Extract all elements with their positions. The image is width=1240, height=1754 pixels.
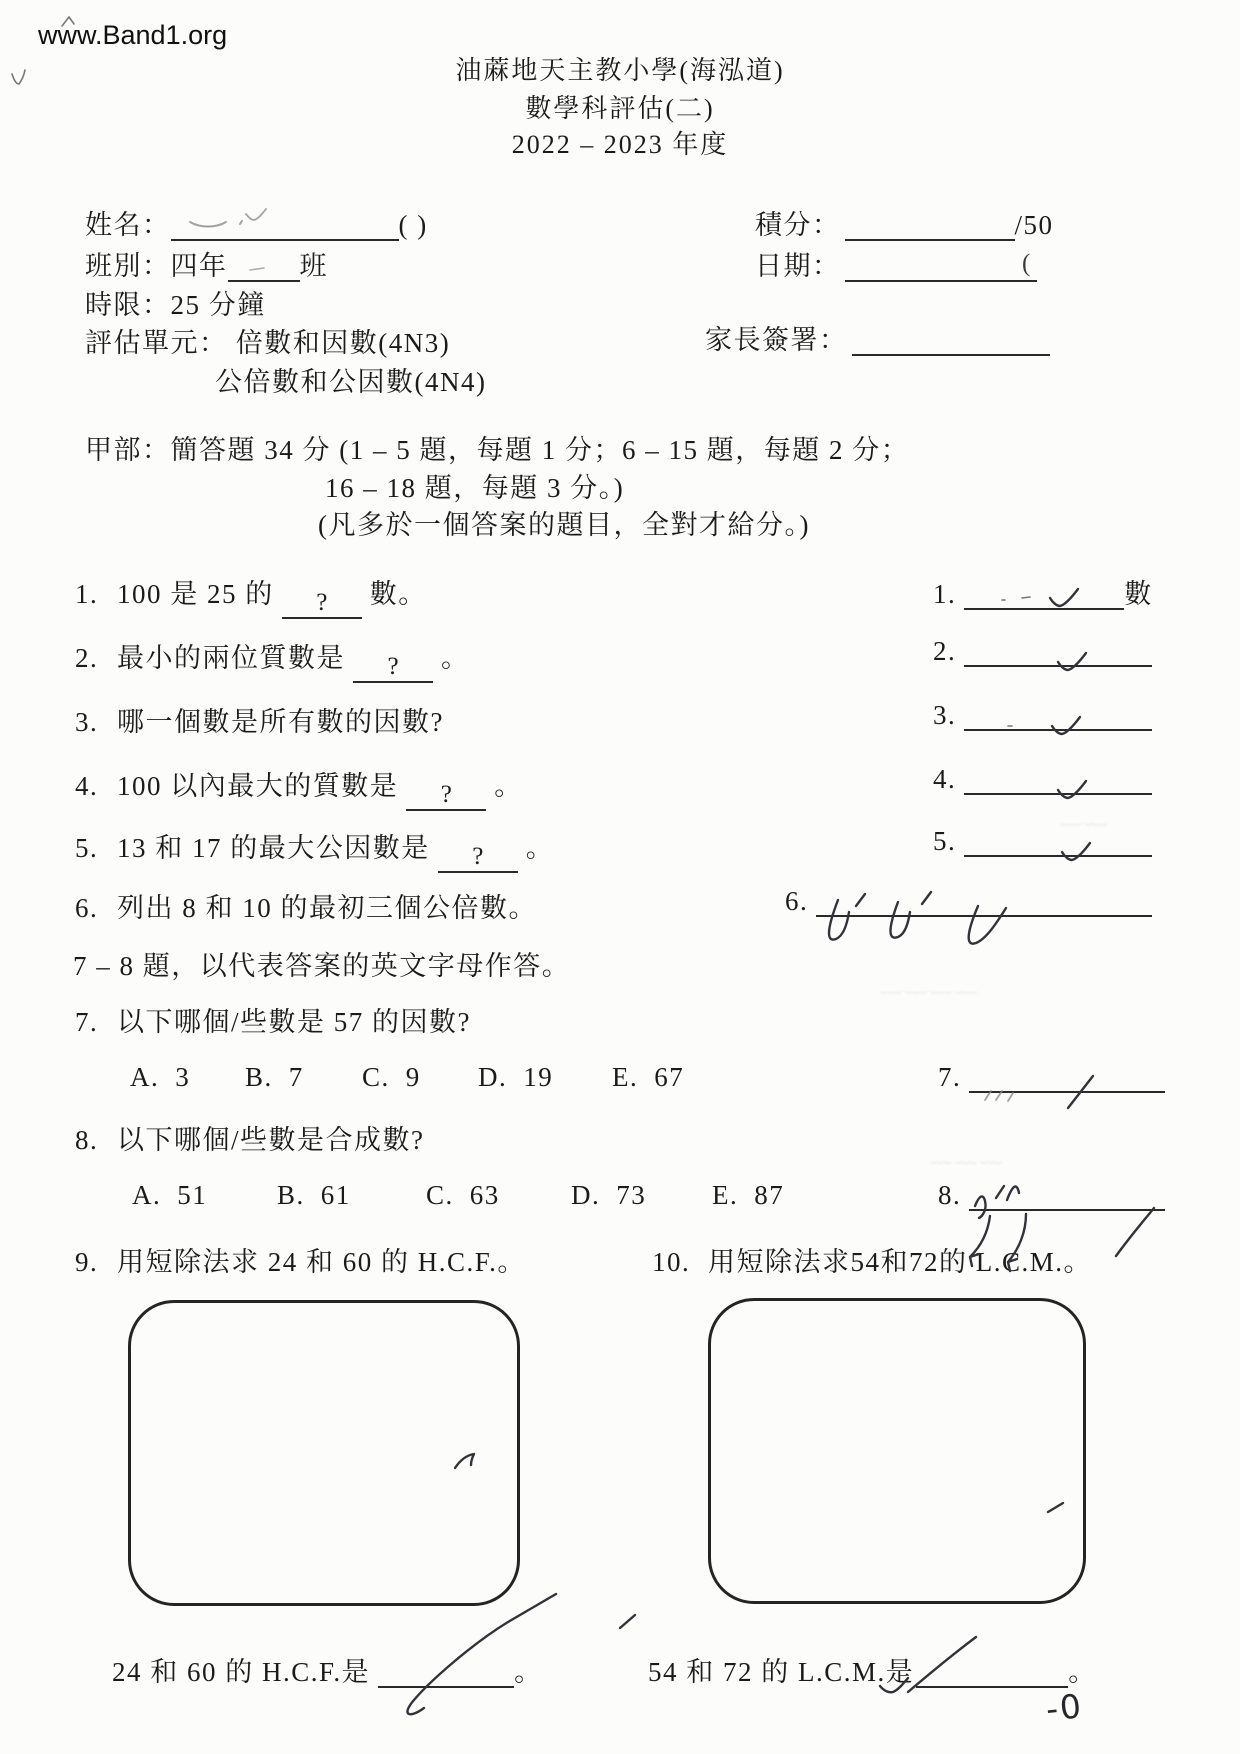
q7-option-a-label: A.	[130, 1062, 160, 1092]
answer-blank-3	[933, 700, 1152, 731]
q7-option-d-value: 19	[523, 1062, 554, 1092]
q8-option-c-value: 63	[469, 1180, 500, 1210]
unit-row	[85, 321, 450, 360]
answer-7-line	[969, 1063, 1165, 1093]
unit-line1: 倍數和因數(4N3)	[235, 328, 451, 358]
date-blank-line	[845, 252, 1037, 282]
question-7-options	[130, 1062, 730, 1096]
name-blank-line	[171, 211, 399, 241]
answer-1-line	[964, 580, 1124, 610]
question-3	[75, 700, 444, 739]
section-a-line1: 甲部：簡答題 34 分 (1 – 5 題，每題 1 分；6 – 15 題，每題 2 分；	[85, 435, 910, 465]
answer-5-line	[964, 827, 1152, 857]
q10-final-answer	[648, 1650, 1097, 1689]
question-8-text: 以下哪個/些數是合成數?	[117, 1125, 425, 1155]
q8-option-c-label: C.	[426, 1180, 454, 1210]
score-total: /50	[1014, 210, 1054, 240]
pen-mark-margin	[620, 1615, 635, 1628]
section-a-line3: (凡多於一個答案的題目，全對才給分。)	[318, 510, 810, 540]
question-2-text: 最小的兩位質數是	[117, 643, 345, 673]
question-2-number: 2.	[75, 643, 99, 673]
q9-answer-suffix: 。	[514, 1657, 543, 1687]
erased-pencil-smudge: ﹏﹏﹏	[930, 1142, 1006, 1167]
question-4	[75, 764, 523, 811]
score-label: 積分：	[755, 210, 841, 240]
q7-option-b-value: 7	[288, 1062, 304, 1092]
q7-option-e	[612, 1062, 684, 1093]
q8-option-d	[571, 1180, 646, 1211]
question-5-number: 5.	[75, 833, 99, 863]
q8-option-b-value: 61	[320, 1180, 351, 1210]
q8-option-e-label: E.	[712, 1180, 739, 1210]
q7-option-e-label: E.	[612, 1062, 639, 1092]
q7-option-c	[362, 1062, 421, 1093]
q8-option-b-label: B.	[277, 1180, 305, 1210]
q7-option-d-label: D.	[478, 1062, 508, 1092]
question-4-text: 100 以內最大的質數是	[117, 771, 399, 801]
q7-option-a-value: 3	[175, 1062, 191, 1092]
name-paren: ( )	[398, 210, 428, 240]
time-value: 25 分鐘	[170, 290, 266, 320]
q8-option-e	[712, 1180, 784, 1211]
question-8-number: 8.	[75, 1125, 99, 1155]
question-9	[75, 1240, 526, 1279]
instruction-7-8: 7 – 8 題，以代表答案的英文字母作答。	[73, 951, 571, 981]
work-box-q10	[708, 1298, 1086, 1604]
pen-slash-answer-8	[1116, 1208, 1154, 1256]
q9-answer-prefix: 24 和 60 的 H.C.F.是	[112, 1657, 371, 1687]
date-label: 日期：	[755, 251, 841, 281]
question-6	[75, 886, 537, 925]
q7-option-c-label: C.	[362, 1062, 390, 1092]
question-4-blank: ?	[406, 779, 486, 811]
q8-option-e-value: 87	[754, 1180, 785, 1210]
q7-option-c-value: 9	[405, 1062, 421, 1092]
answer-1-number: 1.	[933, 579, 957, 609]
question-5-suffix: 。	[525, 833, 555, 863]
class-label: 班別：	[85, 251, 171, 281]
answer-blank-7	[938, 1062, 1165, 1093]
answer-8-number: 8.	[938, 1180, 962, 1210]
stray-pen-mark: (	[1022, 250, 1031, 277]
q7-option-d	[478, 1062, 553, 1093]
question-10-number: 10.	[652, 1247, 691, 1277]
answer-1-tail: 數	[1124, 579, 1153, 609]
question-1	[75, 572, 427, 619]
answer-blank-4	[933, 764, 1152, 795]
section-a-line2: 16 – 18 題，每題 3 分。)	[325, 473, 625, 503]
question-1-suffix: 數。	[369, 579, 427, 609]
q8-option-a-value: 51	[177, 1180, 208, 1210]
q8-option-a	[132, 1180, 207, 1211]
question-6-number: 6.	[75, 893, 99, 923]
answer-6-number: 6.	[785, 886, 809, 916]
q8-option-a-label: A.	[132, 1180, 162, 1210]
answer-blank-2	[933, 636, 1152, 667]
answer-blank-6	[785, 886, 1152, 917]
question-10-text: 用短除法求54和72的 L.C.M.。	[708, 1247, 1093, 1277]
question-10	[652, 1240, 1092, 1279]
q8-option-d-value: 73	[616, 1180, 647, 1210]
answer-2-number: 2.	[933, 636, 957, 666]
q9-final-answer	[112, 1650, 543, 1689]
class-suffix: 班	[299, 251, 328, 281]
answer-2-line	[964, 637, 1152, 667]
question-8-options	[132, 1180, 832, 1214]
question-5	[75, 826, 554, 873]
q7-option-e-value: 67	[654, 1062, 685, 1092]
q8-option-d-label: D.	[571, 1180, 601, 1210]
q10-answer-suffix: 。	[1068, 1657, 1097, 1687]
question-4-suffix: 。	[494, 771, 523, 801]
q8-option-b	[277, 1180, 351, 1211]
q7-option-a	[130, 1062, 190, 1093]
question-1-blank: ?	[282, 587, 362, 619]
erased-pencil-smudge: ﹏﹏	[1060, 804, 1111, 829]
parent-sign-blank-line	[852, 326, 1050, 356]
question-1-number: 1.	[75, 579, 99, 609]
question-4-number: 4.	[75, 771, 99, 801]
question-3-text: 哪一個數是所有數的因數?	[117, 707, 444, 737]
q7-option-b	[245, 1062, 304, 1093]
question-7-number: 7.	[75, 1007, 99, 1037]
answer-4-line	[964, 765, 1152, 795]
score-blank-line	[845, 211, 1015, 241]
unit-row-2	[215, 360, 486, 399]
answer-blank-1	[933, 572, 1153, 611]
parent-sign-label: 家長簽署：	[705, 325, 848, 355]
question-5-blank: ?	[438, 841, 518, 873]
question-2	[75, 636, 470, 683]
question-9-text: 用短除法求 24 和 60 的 H.C.F.。	[117, 1247, 526, 1277]
time-row	[85, 283, 266, 322]
answer-3-line	[964, 701, 1152, 731]
work-box-q9	[128, 1300, 520, 1606]
date-row	[755, 244, 1037, 283]
unit-line2: 公倍數和公因數(4N4)	[215, 367, 487, 397]
answer-8-line	[969, 1181, 1165, 1211]
school-name: 油蔴地天主教小學(海泓道)	[455, 56, 785, 85]
question-5-text: 13 和 17 的最大公因數是	[117, 833, 430, 863]
q7-option-b-label: B.	[245, 1062, 273, 1092]
exam-title: 數學科評估(二)	[525, 94, 715, 123]
school-year: 2022 – 2023 年度	[511, 130, 729, 159]
unit-label: 評估單元：	[85, 328, 228, 358]
class-blank-line	[228, 252, 300, 282]
answer-5-number: 5.	[933, 826, 957, 856]
name-row	[85, 203, 428, 242]
q9-answer-line	[378, 1658, 514, 1688]
class-prefix: 四年	[170, 251, 228, 281]
question-1-text: 100 是 25 的	[117, 579, 274, 609]
q10-answer-line	[916, 1658, 1068, 1688]
name-label: 姓名：	[85, 210, 171, 240]
question-7	[75, 1000, 471, 1039]
q8-option-c	[426, 1180, 500, 1211]
answer-3-number: 3.	[933, 700, 957, 730]
score-row	[755, 203, 1054, 242]
grade-mark-handwriting: -0	[1044, 1686, 1085, 1729]
watermark-text: www.Band1.org	[38, 20, 228, 50]
time-label: 時限：	[85, 290, 171, 320]
answer-blank-8	[938, 1180, 1165, 1211]
question-9-number: 9.	[75, 1247, 99, 1277]
class-row	[85, 244, 328, 283]
parent-sign-row	[705, 318, 1050, 357]
question-2-suffix: 。	[441, 643, 470, 673]
question-6-text: 列出 8 和 10 的最初三個公倍數。	[117, 893, 537, 923]
question-2-blank: ?	[353, 651, 433, 683]
answer-4-number: 4.	[933, 764, 957, 794]
question-8	[75, 1118, 425, 1157]
question-7-text: 以下哪個/些數是 57 的因數?	[117, 1007, 471, 1037]
question-3-number: 3.	[75, 707, 99, 737]
q10-answer-prefix: 54 和 72 的 L.C.M.是	[648, 1657, 915, 1687]
answer-6-line	[816, 887, 1152, 917]
answer-7-number: 7.	[938, 1062, 962, 1092]
erased-pencil-smudge: ﹏﹏﹏﹏	[880, 972, 981, 997]
